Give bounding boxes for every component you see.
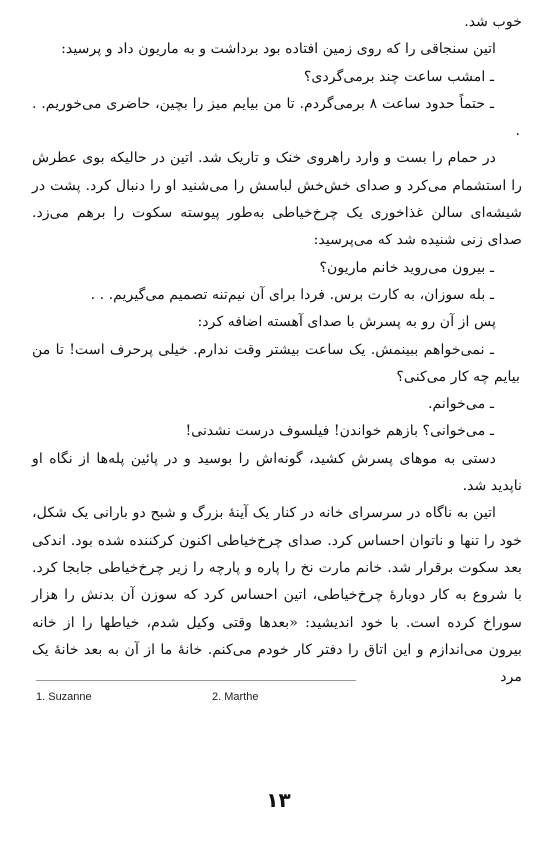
footnote-1: 1. Suzanne <box>36 691 92 703</box>
dialogue-line: ـ حتماً حدود ساعت ۸ برمی‌گردم. تا من بیایم میز را بچین، حاضری می‌خوریم. . . <box>32 95 520 140</box>
dialogue-line: ـ امشب ساعت چند برمی‌گردی؟ <box>303 68 494 85</box>
dialogue-line: ـ نمی‌خواهم ببینمش. یک ساعت بیشتر وقت ندارم. خیلی پرحرف است! تا من بیایم چه کار می‌کنی؟ <box>32 341 520 385</box>
dialogue-text: ـ بله سوزان، به کارت برس. فردا برای آن نیم‌تنه تصمیم می‌گیریم. . . <box>90 286 494 303</box>
paragraph: در حمام را بست و وارد راهروی خنک و تاریک شد. اتین در حالیکه بوی عطرش را استشمام می‌کرد و صدای خش‌خش لباسش را می‌شنید او را دنبال کرد. پشت در شیشه‌ای سالن غذاخوری یک چرخ‌خیاطی به‌طور پیوسته سکوت را برهم می‌زد. صدای زنی شنیده شد که می‌پرسید: <box>32 150 522 249</box>
dialogue-line: ـ بیرون می‌روید خانم ماریون؟ <box>319 259 494 276</box>
page-number: ۱۳ <box>266 788 291 812</box>
paragraph: خوب شد. <box>464 14 522 30</box>
dialogue-line: ـ می‌خوانم. <box>427 396 494 413</box>
footnote-divider <box>36 680 356 681</box>
paragraph: پس از آن رو به پسرش با صدای آهسته اضافه کرد: <box>197 314 496 331</box>
paragraph: اتین سنجاقی را که روی زمین افتاده بود برداشت و به ماریون داد و پرسید: <box>61 41 496 58</box>
paragraph: دستی به موهای پسرش کشید، گونه‌اش را بوسید و در پائین پله‌ها از نگاه او ناپدید شد. <box>32 450 522 495</box>
body-text <box>32 9 522 691</box>
footnote-2: 2. Marthe <box>212 691 259 703</box>
dialogue-line <box>32 282 522 309</box>
dialogue-line: ـ می‌خوانی؟ بازهم خواندن! فیلسوف درست نشدنی! <box>185 423 494 440</box>
paragraph: اتین به ناگاه در سرسرای خانه در کنار یک آینهٔ بزرگ و شبح دو بارانی یک شکل، خود را تنها و ناتوان احساس کرد. صدای چرخ‌خیاطی اکنون کرکننده شده بود. اندکی بعد سکوت برقرار شد. خانم مارت نخ را پاره و پارچه را زیر چرخ‌خیاطی جابجا کرد. با شروع به کار دوبارهٔ چرخ‌خیاطی، اتین احساس کرد که سوزن آن بدنش را هزار سوراخ کرده است. با خود اندیشید: «بعدها وقتی وکیل شدم، خیاطها را از خانه بیرون می‌اندازم و این اتاق را دفتر کار خودم می‌کنم. خانهٔ ما از آن به بعد خانهٔ یک مرد <box>32 505 522 686</box>
